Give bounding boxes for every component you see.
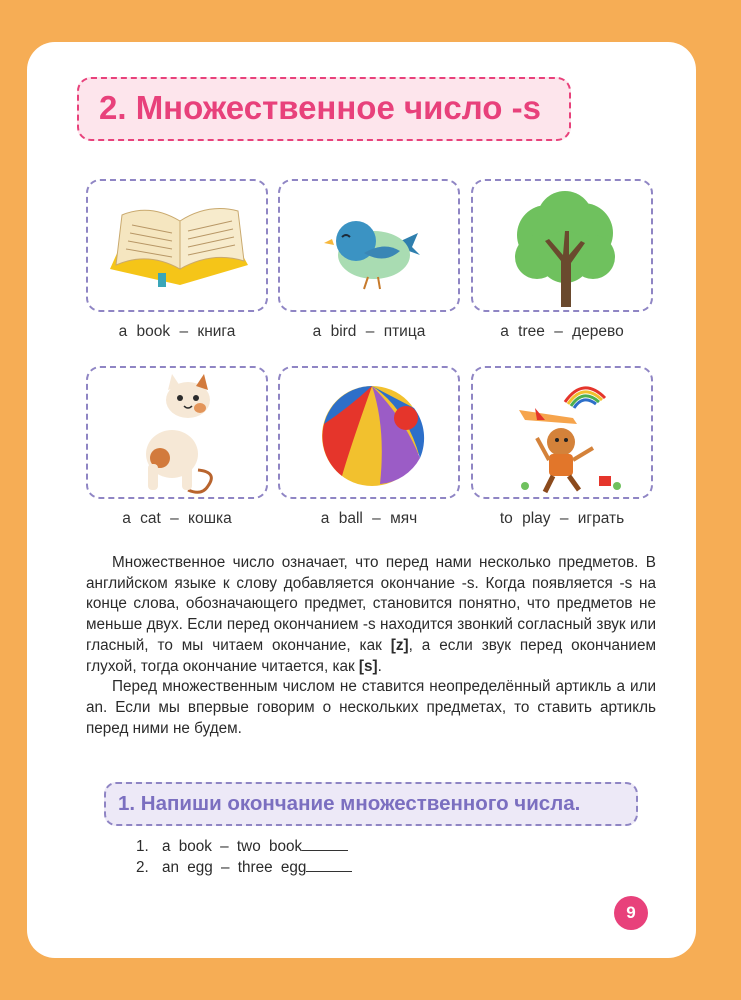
ball-icon (280, 368, 462, 501)
explanation-text (86, 553, 656, 739)
card-book (86, 179, 268, 312)
task-title-box (104, 782, 638, 826)
tree-icon (473, 181, 655, 314)
paragraph-1: Множественное число означает, что перед нами несколько предметов. В английском языке к слову добавляется окончание -s. Когда появляется -s на конце слова, обозначающего предмет, становится понятно, что предметов не меньше двух. Если перед окончанием -s находится звонкий согласный звук или гласный, то мы читаем окончание, как [z], а если звук перед окончанием глухой, тогда окончание читается, как [s]. (86, 554, 657, 675)
card-tree (471, 179, 653, 312)
answer-blank-1[interactable] (302, 838, 348, 851)
card-ball (278, 366, 460, 499)
exercise-1: 1. a book – two book (136, 838, 348, 856)
page-number: 9 (614, 896, 648, 930)
card-cat (86, 366, 268, 499)
section-title-box (77, 77, 571, 141)
cat-icon (88, 368, 270, 501)
card-label-book: a book – книга (118, 323, 236, 340)
card-label-bird: a bird – птица (312, 323, 426, 340)
card-label-ball: a ball – мяч (320, 510, 418, 527)
card-bird (278, 179, 460, 312)
exercise-2: 2. an egg – three egg (136, 859, 352, 877)
answer-blank-2[interactable] (306, 859, 352, 872)
playing-child-icon (473, 368, 655, 501)
bird-icon (280, 181, 462, 314)
paragraph-2: Перед множественным числом не ставится неопределённый артикль a или an. Если мы впервые говорим о нескольких предметах, то ставить артикль перед ними не будем. (86, 678, 656, 737)
book-icon (88, 181, 270, 314)
card-label-play: to play – играть (499, 510, 625, 527)
card-label-tree: a tree – дерево (500, 323, 624, 340)
task-title: 1. Напиши окончание множественного числа. (118, 792, 581, 815)
section-title: 2. Множественное число -s (99, 89, 541, 126)
card-play (471, 366, 653, 499)
card-label-cat: a cat – кошка (122, 510, 232, 527)
